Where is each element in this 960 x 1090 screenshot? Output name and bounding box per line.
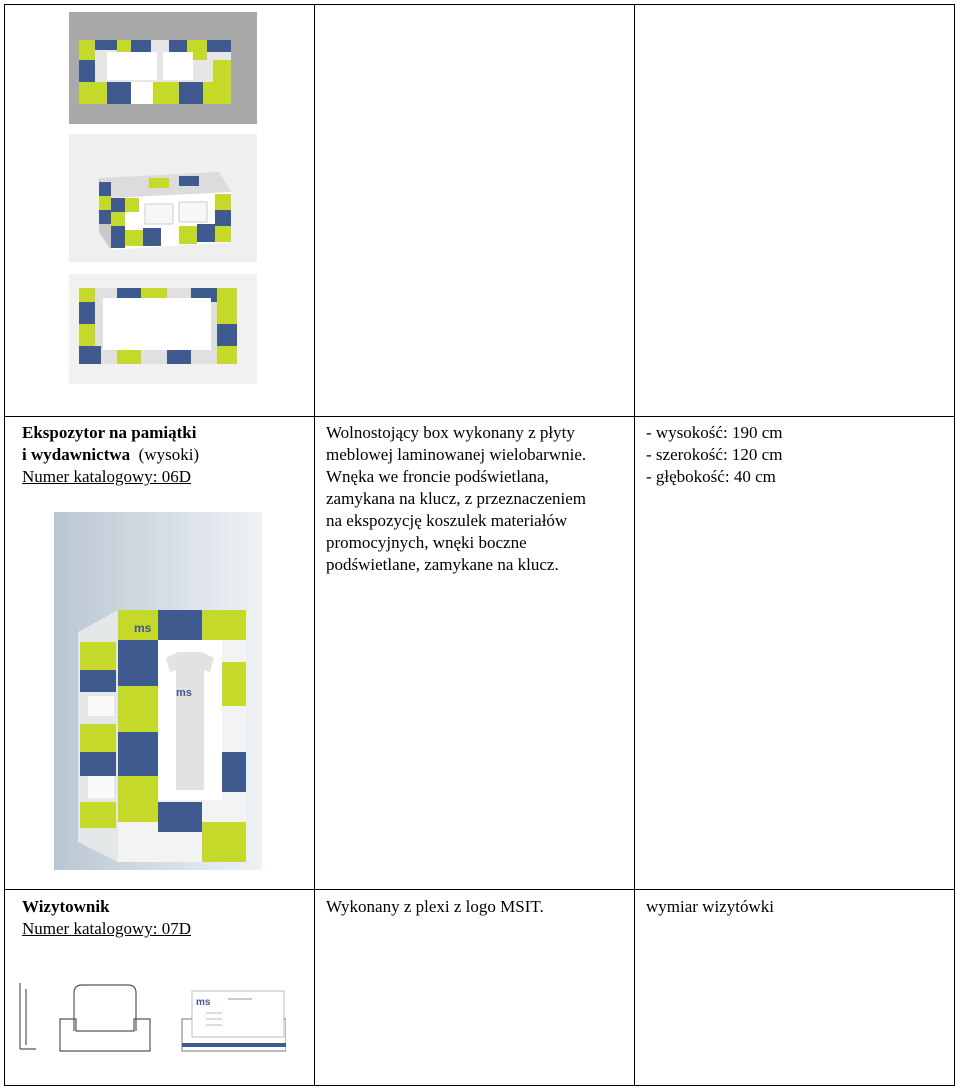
table-border-left: [4, 4, 5, 1086]
description-line-3: Wnęka we froncie podświetlana,: [326, 467, 549, 486]
product-name-06d: [22, 422, 307, 488]
product-dimensions-06d: [646, 422, 946, 488]
catalog-number-07d: Numer katalogowy: 07D: [22, 919, 192, 938]
product-name-line1: Ekspozytor na pamiątki: [22, 423, 197, 442]
description-line-4: zamykana na klucz, z przeznaczeniem: [326, 489, 587, 508]
description-line-6: promocyjnych, wnęki boczne: [326, 533, 527, 552]
tshirt-logo-text: ms: [176, 687, 192, 699]
catalog-number-06d: Numer katalogowy: 06D: [22, 467, 192, 486]
product-name-07d: [22, 896, 307, 940]
column-divider-2: [634, 4, 635, 1086]
table-border-bottom: [4, 1085, 955, 1086]
display-cabinet-render-image: [54, 512, 262, 870]
product-note: (wysoki): [138, 445, 200, 464]
description-line-2: meblowej laminowanej wielobarwnie.: [326, 445, 587, 464]
product-description-07d: [326, 896, 631, 918]
dimension-height: - wysokość: 190 cm: [646, 423, 783, 442]
column-divider-1: [314, 4, 315, 1086]
description-wizytownik: Wykonany z plexi z logo MSIT.: [326, 897, 544, 916]
display-perspective-image: [69, 134, 257, 262]
product-name-wizytownik: Wizytownik: [22, 897, 110, 916]
card-logo-text: ms: [196, 997, 211, 1008]
product-dimensions-07d: [646, 896, 946, 918]
cabinet-logo-text: ms: [134, 621, 152, 635]
table-border-right: [954, 4, 955, 1086]
display-top-view-image: [69, 12, 257, 124]
table-border-top: [4, 4, 955, 5]
description-line-5: na ekspozycję koszulek materiałów: [326, 511, 568, 530]
card-holder-drawing-image: [16, 979, 286, 1057]
row-divider-2: [4, 889, 955, 890]
product-name-line2: i wydawnictwa: [22, 445, 131, 464]
product-description-06d: [326, 422, 631, 576]
catalog-table: [4, 4, 955, 1086]
dimension-width: - szerokość: 120 cm: [646, 445, 783, 464]
dimension-depth: - głębokość: 40 cm: [646, 467, 776, 486]
description-line-1: Wolnostojący box wykonany z płyty: [326, 423, 575, 442]
dimension-card: wymiar wizytówki: [646, 897, 774, 916]
description-line-7: podświetlane, zamykane na klucz.: [326, 555, 559, 574]
row-divider-1: [4, 416, 955, 417]
display-front-view-image: [69, 274, 257, 384]
